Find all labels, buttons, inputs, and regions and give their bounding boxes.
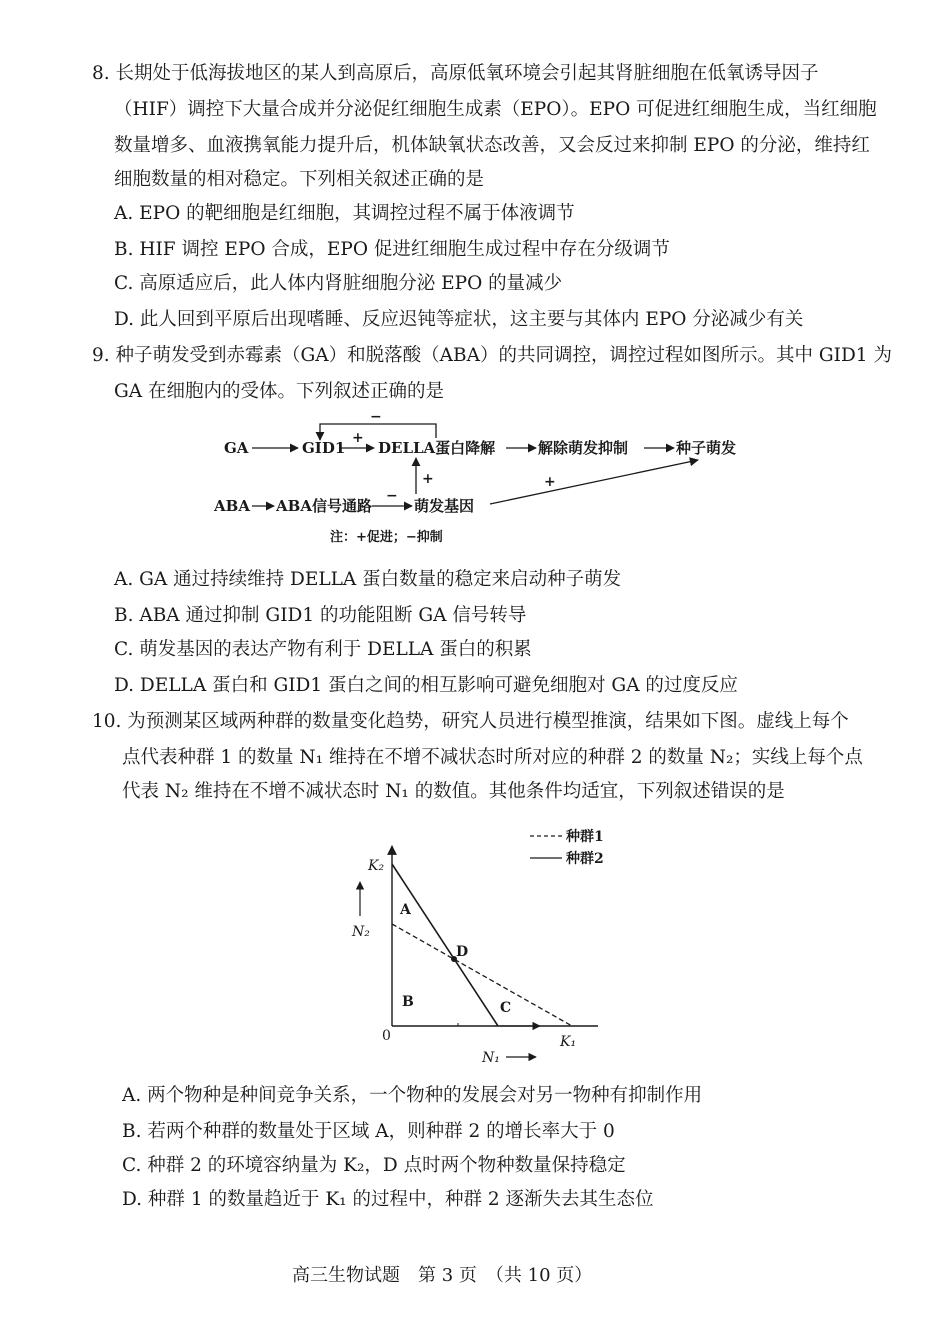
- region-b-label: B: [402, 994, 414, 1010]
- plus-sign-1: +: [352, 430, 364, 446]
- germinate-label: 种子萌发: [676, 439, 737, 457]
- minus-sign-1: −: [370, 409, 382, 425]
- k2-label: K₂: [368, 858, 385, 874]
- origin-label: 0: [382, 1028, 391, 1044]
- n2-label: N₂: [352, 924, 370, 940]
- diagram-note: 注：+促进；−抑制: [330, 530, 443, 545]
- q10-stem-line-2: 点代表种群 1 的数量 N₁ 维持在不增不减状态时所对应的种群 2 的数量 N₂；实线上每个点: [122, 747, 863, 768]
- q8-stem-line-3: 数量增多、血液携氧能力提升后，机体缺氧状态改善，又会反过来抑制 EPO 的分泌，维持红: [114, 135, 870, 156]
- region-c-label: C: [500, 1000, 512, 1016]
- feedback-bracket: [320, 424, 436, 438]
- della-label: DELLA蛋白降解: [378, 439, 496, 457]
- legend-dashed-label: 种群1: [566, 829, 604, 845]
- aba-label: ABA: [214, 497, 250, 515]
- q10-stem-line-3: 代表 N₂ 维持在不增不减状态时 N₁ 的数值。其他条件均适宜，下列叙述错误的是: [122, 781, 785, 802]
- q8-option-d: D. 此人回到平原后出现嗜睡、反应迟钝等症状，这主要与其体内 EPO 分泌减少有关: [114, 309, 804, 330]
- q9-stem-line-2: GA 在细胞内的受体。下列叙述正确的是: [114, 381, 445, 402]
- relieve-label: 解除萌发抑制: [538, 439, 629, 457]
- q8-option-b: B. HIF 调控 EPO 合成，EPO 促进红细胞生成过程中存在分级调节: [114, 239, 670, 260]
- q9-option-d: D. DELLA 蛋白和 GID1 蛋白之间的相互影响可避免细胞对 GA 的过度反应: [114, 675, 738, 696]
- genes-label: 萌发基因: [414, 497, 475, 515]
- q8-stem-line-4: 细胞数量的相对稳定。下列相关叙述正确的是: [114, 169, 485, 190]
- q9-option-b: B. ABA 通过抑制 GID1 的功能阻断 GA 信号转导: [114, 605, 527, 626]
- q9-option-a: A. GA 通过持续维持 DELLA 蛋白数量的稳定来启动种子萌发: [114, 569, 622, 590]
- region-a-label: A: [400, 902, 411, 918]
- arrow-genes-germinate: [490, 460, 698, 504]
- q8-option-c: C. 高原适应后，此人体内肾脏细胞分泌 EPO 的量减少: [114, 273, 563, 294]
- q10-option-a: A. 两个物种是种间竞争关系，一个物种的发展会对另一物种有抑制作用: [122, 1085, 703, 1106]
- q10-option-c: C. 种群 2 的环境容纳量为 K₂，D 点时两个物种数量保持稳定: [122, 1155, 626, 1176]
- regulation-diagram: [200, 408, 780, 553]
- q10-stem-line-1: 10. 为预测某区域两种群的数量变化趋势，研究人员进行模型推演，结果如下图。虚线上每个: [92, 711, 849, 732]
- q9-option-c: C. 萌发基因的表达产物有利于 DELLA 蛋白的积累: [114, 639, 532, 660]
- plus-sign-2: +: [422, 471, 434, 487]
- point-d-label: D: [456, 944, 469, 960]
- population-graph: [340, 822, 630, 1072]
- minus-sign-2: −: [386, 488, 398, 504]
- q8-stem-line-2: （HIF）调控下大量合成并分泌促红细胞生成素（EPO）。EPO 可促进红细胞生成，当红细胞: [114, 99, 877, 120]
- k1-label: K₁: [560, 1034, 577, 1050]
- ga-label: GA: [224, 439, 249, 457]
- n1-label: N₁: [482, 1050, 500, 1066]
- q9-stem-line-1: 9. 种子萌发受到赤霉素（GA）和脱落酸（ABA）的共同调控，调控过程如图所示。其中 GID1 为: [92, 345, 892, 366]
- population-1-dashed-line: [392, 924, 572, 1026]
- q10-option-d: D. 种群 1 的数量趋近于 K₁ 的过程中，种群 2 逐渐失去其生态位: [122, 1189, 654, 1210]
- q10-option-b: B. 若两个种群的数量处于区域 A，则种群 2 的增长率大于 0: [122, 1121, 615, 1142]
- q8-stem-line-1: 8. 长期处于低海拔地区的某人到高原后，高原低氧环境会引起其肾脏细胞在低氧诱导因子: [92, 63, 819, 84]
- q8-option-a: A. EPO 的靶细胞是红细胞，其调控过程不属于体液调节: [114, 203, 575, 224]
- legend-solid-label: 种群2: [566, 851, 604, 867]
- plus-sign-3: +: [544, 474, 556, 490]
- gid1-label: GID1: [302, 439, 346, 457]
- aba-path-label: ABA信号通路: [276, 497, 372, 515]
- page-footer: 高三生物试题 第 3 页 （共 10 页）: [292, 1265, 593, 1286]
